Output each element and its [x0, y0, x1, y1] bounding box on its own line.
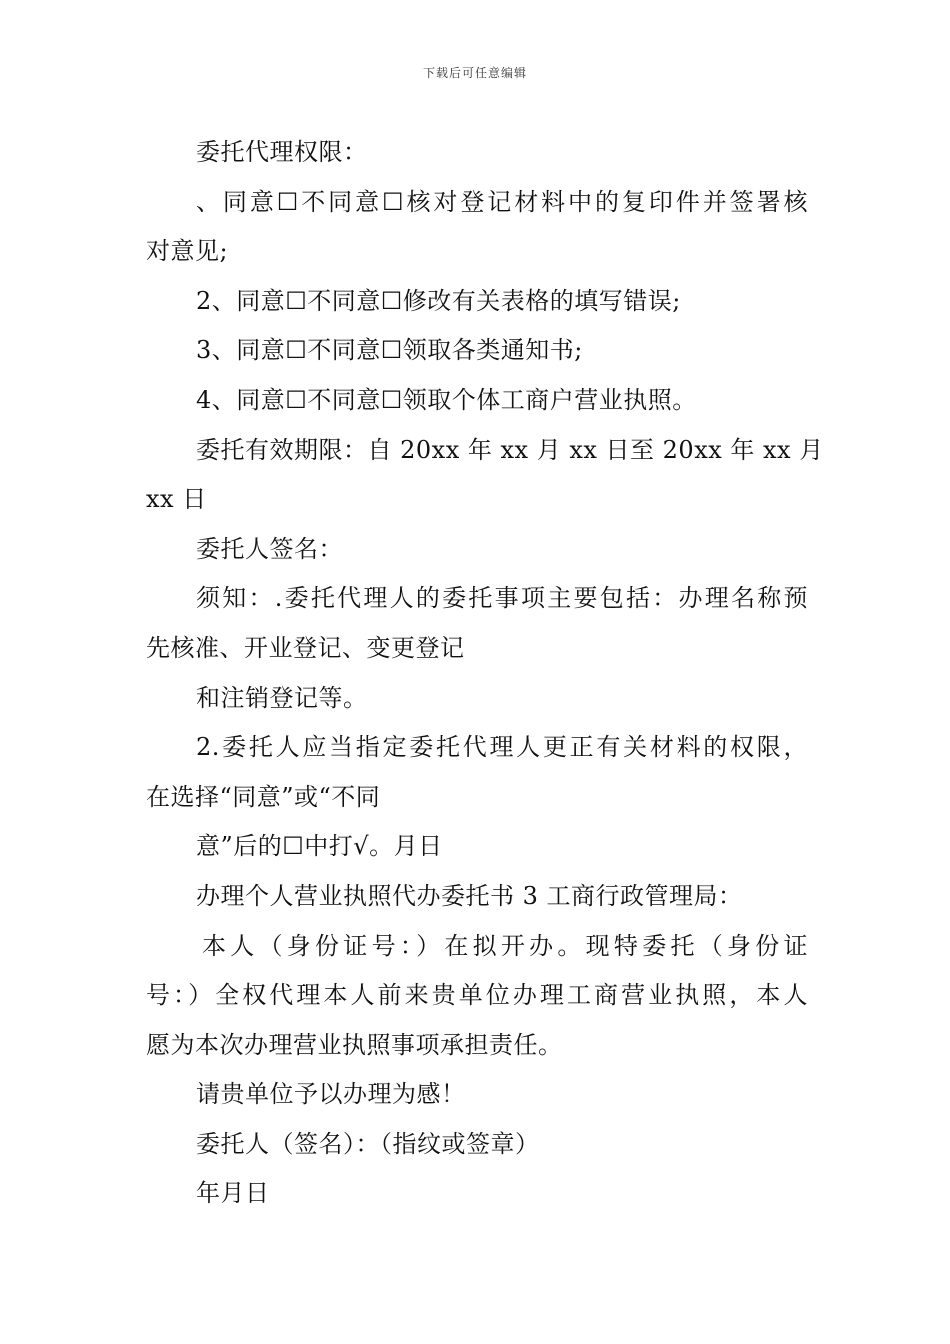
letter-body-3: 愿为本次办理营业执照事项承担责任。 [146, 1030, 563, 1059]
validity-period: 委托有效期限：自 20xx 年 xx 月 xx 日至 20xx 年 xx 月 [196, 435, 824, 464]
letter-closing: 请贵单位予以办理为感！ [196, 1080, 466, 1109]
letter-body-1: 本人（身份证号：）在拟开办。现特委托（身份证 [202, 931, 808, 960]
notice-1: 须知：.委托代理人的委托事项主要包括：办理名称预 [196, 584, 808, 613]
authority-item-4: 4、同意☐不同意☐领取个体工商户营业执照。 [196, 385, 697, 414]
section-heading-authority: 委托代理权限： [196, 138, 368, 166]
letter-body-2: 号：）全权代理本人前来贵单位办理工商营业执照，本人 [146, 981, 808, 1010]
notice-2-cont-2: 意”后的☐中打√。月日 [196, 832, 443, 861]
header-note: 下载后可任意编辑 [422, 66, 527, 80]
letter-title: 办理个人营业执照代办委托书 3 工商行政管理局： [196, 881, 743, 910]
notice-1-cont-2: 和注销登记等。 [196, 683, 368, 712]
notice-2: 2.委托人应当指定委托代理人更正有关材料的权限， [196, 733, 808, 762]
document-body [146, 128, 824, 1219]
letter-date: 年月日 [196, 1179, 270, 1208]
authority-item-1-cont: 对意见; [146, 237, 229, 266]
principal-signature: 委托人签名： [196, 534, 343, 563]
authority-item-1: 、同意☐不同意☐核对登记材料中的复印件并签署核 [196, 187, 808, 216]
notice-1-cont: 先核准、开业登记、变更登记 [146, 633, 465, 662]
letter-signature: 委托人（签名）：（指纹或签章） [196, 1129, 540, 1158]
authority-item-3: 3、同意☐不同意☐领取各类通知书; [196, 336, 583, 365]
notice-2-cont: 在选择“同意”或“不同 [146, 782, 381, 811]
authority-item-2: 2、同意☐不同意☐修改有关表格的填写错误; [196, 286, 681, 315]
validity-period-cont: xx 日 [146, 485, 207, 514]
